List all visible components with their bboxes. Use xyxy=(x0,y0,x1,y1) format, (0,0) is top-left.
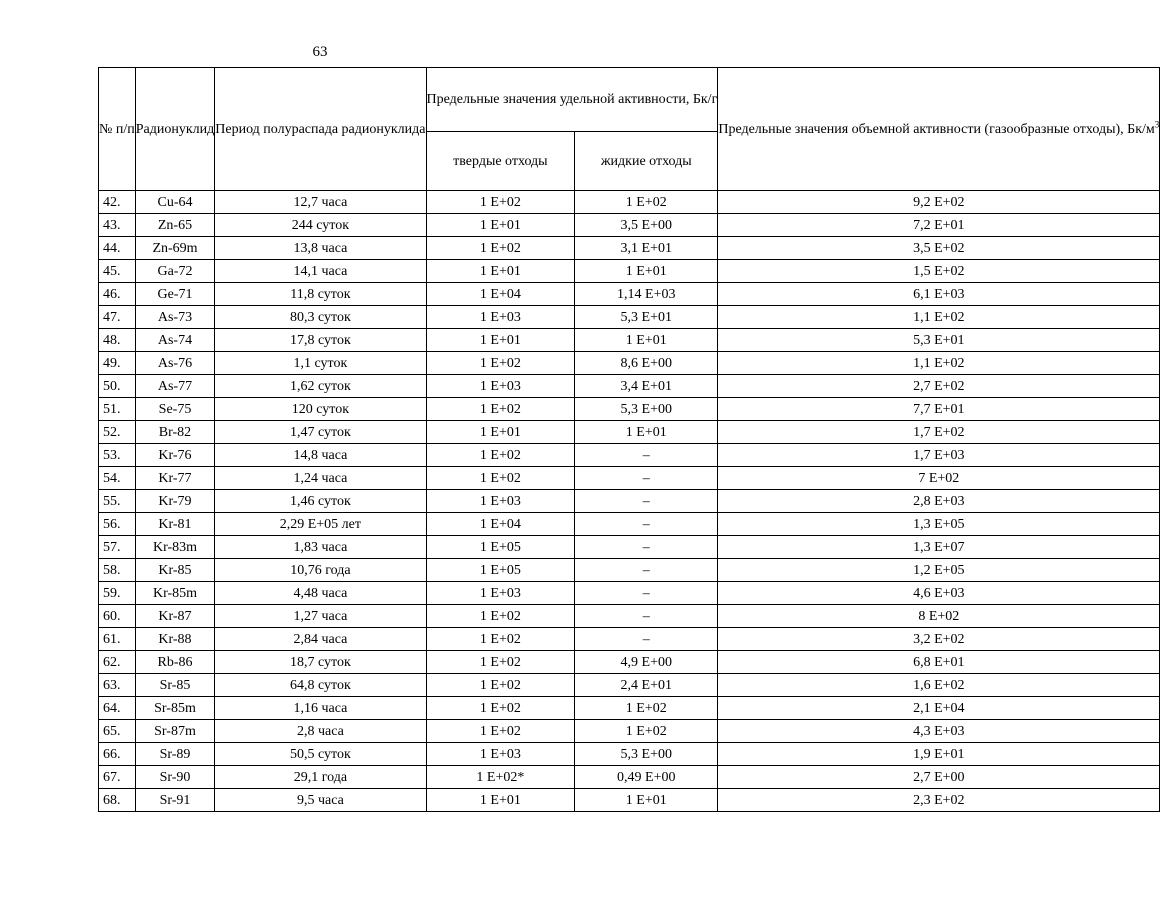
solid-activity-cell: 1 E+03 xyxy=(426,375,575,398)
solid-activity-cell: 1 E+01 xyxy=(426,789,575,812)
liquid-activity-cell: – xyxy=(575,605,718,628)
table-row xyxy=(99,444,1160,467)
gas-activity-cell: 2,7 E+00 xyxy=(718,766,1160,789)
row-number: 51. xyxy=(99,398,136,421)
solid-activity-cell: 1 E+02 xyxy=(426,674,575,697)
table-row xyxy=(99,697,1160,720)
nuclide-cell: Sr-91 xyxy=(135,789,215,812)
row-number: 49. xyxy=(99,352,136,375)
row-number: 43. xyxy=(99,214,136,237)
table-row xyxy=(99,628,1160,651)
half-life-cell: 1,62 суток xyxy=(215,375,426,398)
liquid-activity-cell: 1 E+02 xyxy=(575,697,718,720)
half-life-cell: 120 суток xyxy=(215,398,426,421)
header-volumetric xyxy=(718,68,1160,191)
gas-activity-cell: 4,6 E+03 xyxy=(718,582,1160,605)
solid-activity-cell: 1 E+03 xyxy=(426,306,575,329)
gas-activity-cell: 4,3 E+03 xyxy=(718,720,1160,743)
half-life-cell: 1,24 часа xyxy=(215,467,426,490)
nuclide-cell: Se-75 xyxy=(135,398,215,421)
half-life-cell: 4,48 часа xyxy=(215,582,426,605)
nuclide-cell: Sr-85 xyxy=(135,674,215,697)
liquid-activity-cell: 5,3 E+01 xyxy=(575,306,718,329)
table-row xyxy=(99,352,1160,375)
row-number: 52. xyxy=(99,421,136,444)
gas-activity-cell: 5,3 E+01 xyxy=(718,329,1160,352)
row-number: 62. xyxy=(99,651,136,674)
header-specific-activity: Предельные значения удельной активности, Бк/г xyxy=(426,68,718,132)
liquid-activity-cell: 1 E+02 xyxy=(575,191,718,214)
row-number: 58. xyxy=(99,559,136,582)
gas-activity-cell: 2,3 E+02 xyxy=(718,789,1160,812)
nuclide-cell: Kr-81 xyxy=(135,513,215,536)
gas-activity-cell: 2,1 E+04 xyxy=(718,697,1160,720)
nuclide-cell: Zn-65 xyxy=(135,214,215,237)
solid-activity-cell: 1 E+02 xyxy=(426,444,575,467)
solid-activity-cell: 1 E+02 xyxy=(426,352,575,375)
header-number: № п/п xyxy=(99,68,136,191)
row-number: 55. xyxy=(99,490,136,513)
nuclide-cell: Rb-86 xyxy=(135,651,215,674)
nuclide-cell: As-76 xyxy=(135,352,215,375)
half-life-cell: 18,7 суток xyxy=(215,651,426,674)
gas-activity-cell: 3,5 E+02 xyxy=(718,237,1160,260)
gas-activity-cell: 6,1 E+03 xyxy=(718,283,1160,306)
row-number: 65. xyxy=(99,720,136,743)
liquid-activity-cell: – xyxy=(575,559,718,582)
half-life-cell: 2,84 часа xyxy=(215,628,426,651)
table-row xyxy=(99,720,1160,743)
gas-activity-cell: 8 E+02 xyxy=(718,605,1160,628)
gas-activity-cell: 3,2 E+02 xyxy=(718,628,1160,651)
nuclide-cell: Kr-79 xyxy=(135,490,215,513)
header-half-life: Период полураспада радионуклида xyxy=(215,68,426,191)
solid-activity-cell: 1 E+02* xyxy=(426,766,575,789)
row-number: 67. xyxy=(99,766,136,789)
row-number: 46. xyxy=(99,283,136,306)
half-life-cell: 13,8 часа xyxy=(215,237,426,260)
liquid-activity-cell: 3,5 E+00 xyxy=(575,214,718,237)
header-liquid: жидкие отходы xyxy=(575,132,718,191)
table-body xyxy=(99,191,1160,812)
table-row xyxy=(99,375,1160,398)
liquid-activity-cell: – xyxy=(575,467,718,490)
liquid-activity-cell: – xyxy=(575,628,718,651)
nuclide-cell: Kr-83m xyxy=(135,536,215,559)
nuclide-cell: As-73 xyxy=(135,306,215,329)
liquid-activity-cell: 2,4 E+01 xyxy=(575,674,718,697)
row-number: 44. xyxy=(99,237,136,260)
solid-activity-cell: 1 E+02 xyxy=(426,237,575,260)
half-life-cell: 2,29 E+05 лет xyxy=(215,513,426,536)
solid-activity-cell: 1 E+02 xyxy=(426,191,575,214)
nuclide-cell: Zn-69m xyxy=(135,237,215,260)
nuclide-cell: Kr-76 xyxy=(135,444,215,467)
table-row xyxy=(99,674,1160,697)
solid-activity-cell: 1 E+03 xyxy=(426,582,575,605)
solid-activity-cell: 1 E+01 xyxy=(426,260,575,283)
nuclide-cell: As-74 xyxy=(135,329,215,352)
half-life-cell: 1,27 часа xyxy=(215,605,426,628)
table-row xyxy=(99,536,1160,559)
table-row xyxy=(99,214,1160,237)
half-life-cell: 29,1 года xyxy=(215,766,426,789)
nuclide-cell: Sr-89 xyxy=(135,743,215,766)
radionuclide-table xyxy=(98,67,1160,812)
liquid-activity-cell: 1 E+01 xyxy=(575,421,718,444)
solid-activity-cell: 1 E+01 xyxy=(426,214,575,237)
half-life-cell: 1,46 суток xyxy=(215,490,426,513)
liquid-activity-cell: 0,49 E+00 xyxy=(575,766,718,789)
solid-activity-cell: 1 E+02 xyxy=(426,467,575,490)
header-nuclide: Радионуклид xyxy=(135,68,215,191)
solid-activity-cell: 1 E+05 xyxy=(426,536,575,559)
liquid-activity-cell: – xyxy=(575,582,718,605)
row-number: 61. xyxy=(99,628,136,651)
nuclide-cell: Kr-77 xyxy=(135,467,215,490)
table-row xyxy=(99,605,1160,628)
liquid-activity-cell: 4,9 E+00 xyxy=(575,651,718,674)
gas-activity-cell: 1,3 E+07 xyxy=(718,536,1160,559)
gas-activity-cell: 7,7 E+01 xyxy=(718,398,1160,421)
gas-activity-cell: 1,7 E+02 xyxy=(718,421,1160,444)
row-number: 66. xyxy=(99,743,136,766)
nuclide-cell: Kr-85m xyxy=(135,582,215,605)
half-life-cell: 10,76 года xyxy=(215,559,426,582)
table-row xyxy=(99,306,1160,329)
row-number: 54. xyxy=(99,467,136,490)
solid-activity-cell: 1 E+04 xyxy=(426,513,575,536)
table-row xyxy=(99,559,1160,582)
nuclide-cell: Kr-85 xyxy=(135,559,215,582)
half-life-cell: 1,1 суток xyxy=(215,352,426,375)
solid-activity-cell: 1 E+04 xyxy=(426,283,575,306)
table-row xyxy=(99,398,1160,421)
row-number: 47. xyxy=(99,306,136,329)
liquid-activity-cell: 5,3 E+00 xyxy=(575,398,718,421)
row-number: 64. xyxy=(99,697,136,720)
liquid-activity-cell: 8,6 E+00 xyxy=(575,352,718,375)
solid-activity-cell: 1 E+02 xyxy=(426,398,575,421)
half-life-cell: 1,16 часа xyxy=(215,697,426,720)
row-number: 45. xyxy=(99,260,136,283)
row-number: 50. xyxy=(99,375,136,398)
half-life-cell: 1,47 суток xyxy=(215,421,426,444)
gas-activity-cell: 1,6 E+02 xyxy=(718,674,1160,697)
table-row xyxy=(99,283,1160,306)
liquid-activity-cell: 1 E+01 xyxy=(575,260,718,283)
table-row xyxy=(99,421,1160,444)
liquid-activity-cell: 3,1 E+01 xyxy=(575,237,718,260)
nuclide-cell: Cu-64 xyxy=(135,191,215,214)
gas-activity-cell: 9,2 E+02 xyxy=(718,191,1160,214)
nuclide-cell: Sr-87m xyxy=(135,720,215,743)
gas-activity-cell: 1,7 E+03 xyxy=(718,444,1160,467)
solid-activity-cell: 1 E+02 xyxy=(426,697,575,720)
table-row xyxy=(99,490,1160,513)
header-volumetric-sup: 3 xyxy=(1154,118,1160,129)
nuclide-cell: Sr-90 xyxy=(135,766,215,789)
table-row xyxy=(99,651,1160,674)
gas-activity-cell: 1,1 E+02 xyxy=(718,352,1160,375)
solid-activity-cell: 1 E+01 xyxy=(426,329,575,352)
liquid-activity-cell: 1 E+02 xyxy=(575,720,718,743)
half-life-cell: 17,8 суток xyxy=(215,329,426,352)
half-life-cell: 64,8 суток xyxy=(215,674,426,697)
half-life-cell: 14,8 часа xyxy=(215,444,426,467)
gas-activity-cell: 1,2 E+05 xyxy=(718,559,1160,582)
gas-activity-cell: 1,5 E+02 xyxy=(718,260,1160,283)
nuclide-cell: Sr-85m xyxy=(135,697,215,720)
solid-activity-cell: 1 E+02 xyxy=(426,720,575,743)
row-number: 59. xyxy=(99,582,136,605)
row-number: 56. xyxy=(99,513,136,536)
solid-activity-cell: 1 E+03 xyxy=(426,490,575,513)
half-life-cell: 14,1 часа xyxy=(215,260,426,283)
table-row xyxy=(99,191,1160,214)
header-volumetric-text: Предельные значения объемной активности (газообразные отходы), Бк/м xyxy=(718,121,1155,137)
liquid-activity-cell: – xyxy=(575,490,718,513)
table-row xyxy=(99,513,1160,536)
liquid-activity-cell: 1 E+01 xyxy=(575,329,718,352)
nuclide-cell: Ge-71 xyxy=(135,283,215,306)
liquid-activity-cell: – xyxy=(575,536,718,559)
row-number: 42. xyxy=(99,191,136,214)
row-number: 48. xyxy=(99,329,136,352)
half-life-cell: 9,5 часа xyxy=(215,789,426,812)
liquid-activity-cell: – xyxy=(575,444,718,467)
header-solid: твердые отходы xyxy=(426,132,575,191)
half-life-cell: 12,7 часа xyxy=(215,191,426,214)
row-number: 57. xyxy=(99,536,136,559)
solid-activity-cell: 1 E+05 xyxy=(426,559,575,582)
table-row xyxy=(99,766,1160,789)
table-row xyxy=(99,237,1160,260)
liquid-activity-cell: 1,14 E+03 xyxy=(575,283,718,306)
gas-activity-cell: 1,1 E+02 xyxy=(718,306,1160,329)
nuclide-cell: Ga-72 xyxy=(135,260,215,283)
liquid-activity-cell: – xyxy=(575,513,718,536)
gas-activity-cell: 1,3 E+05 xyxy=(718,513,1160,536)
table-row xyxy=(99,789,1160,812)
solid-activity-cell: 1 E+02 xyxy=(426,628,575,651)
row-number: 63. xyxy=(99,674,136,697)
nuclide-cell: Kr-87 xyxy=(135,605,215,628)
half-life-cell: 80,3 суток xyxy=(215,306,426,329)
gas-activity-cell: 2,7 E+02 xyxy=(718,375,1160,398)
half-life-cell: 11,8 суток xyxy=(215,283,426,306)
half-life-cell: 1,83 часа xyxy=(215,536,426,559)
table-row xyxy=(99,743,1160,766)
liquid-activity-cell: 3,4 E+01 xyxy=(575,375,718,398)
half-life-cell: 50,5 суток xyxy=(215,743,426,766)
table-row xyxy=(99,329,1160,352)
gas-activity-cell: 6,8 E+01 xyxy=(718,651,1160,674)
page-number: 63 xyxy=(312,44,328,60)
half-life-cell: 244 суток xyxy=(215,214,426,237)
row-number: 53. xyxy=(99,444,136,467)
gas-activity-cell: 7 E+02 xyxy=(718,467,1160,490)
row-number: 60. xyxy=(99,605,136,628)
table-row xyxy=(99,260,1160,283)
gas-activity-cell: 7,2 E+01 xyxy=(718,214,1160,237)
gas-activity-cell: 2,8 E+03 xyxy=(718,490,1160,513)
nuclide-cell: Kr-88 xyxy=(135,628,215,651)
solid-activity-cell: 1 E+02 xyxy=(426,605,575,628)
nuclide-cell: As-77 xyxy=(135,375,215,398)
solid-activity-cell: 1 E+03 xyxy=(426,743,575,766)
table-row xyxy=(99,582,1160,605)
solid-activity-cell: 1 E+02 xyxy=(426,651,575,674)
solid-activity-cell: 1 E+01 xyxy=(426,421,575,444)
half-life-cell: 2,8 часа xyxy=(215,720,426,743)
liquid-activity-cell: 5,3 E+00 xyxy=(575,743,718,766)
liquid-activity-cell: 1 E+01 xyxy=(575,789,718,812)
nuclide-cell: Br-82 xyxy=(135,421,215,444)
table-row xyxy=(99,467,1160,490)
row-number: 68. xyxy=(99,789,136,812)
gas-activity-cell: 1,9 E+01 xyxy=(718,743,1160,766)
